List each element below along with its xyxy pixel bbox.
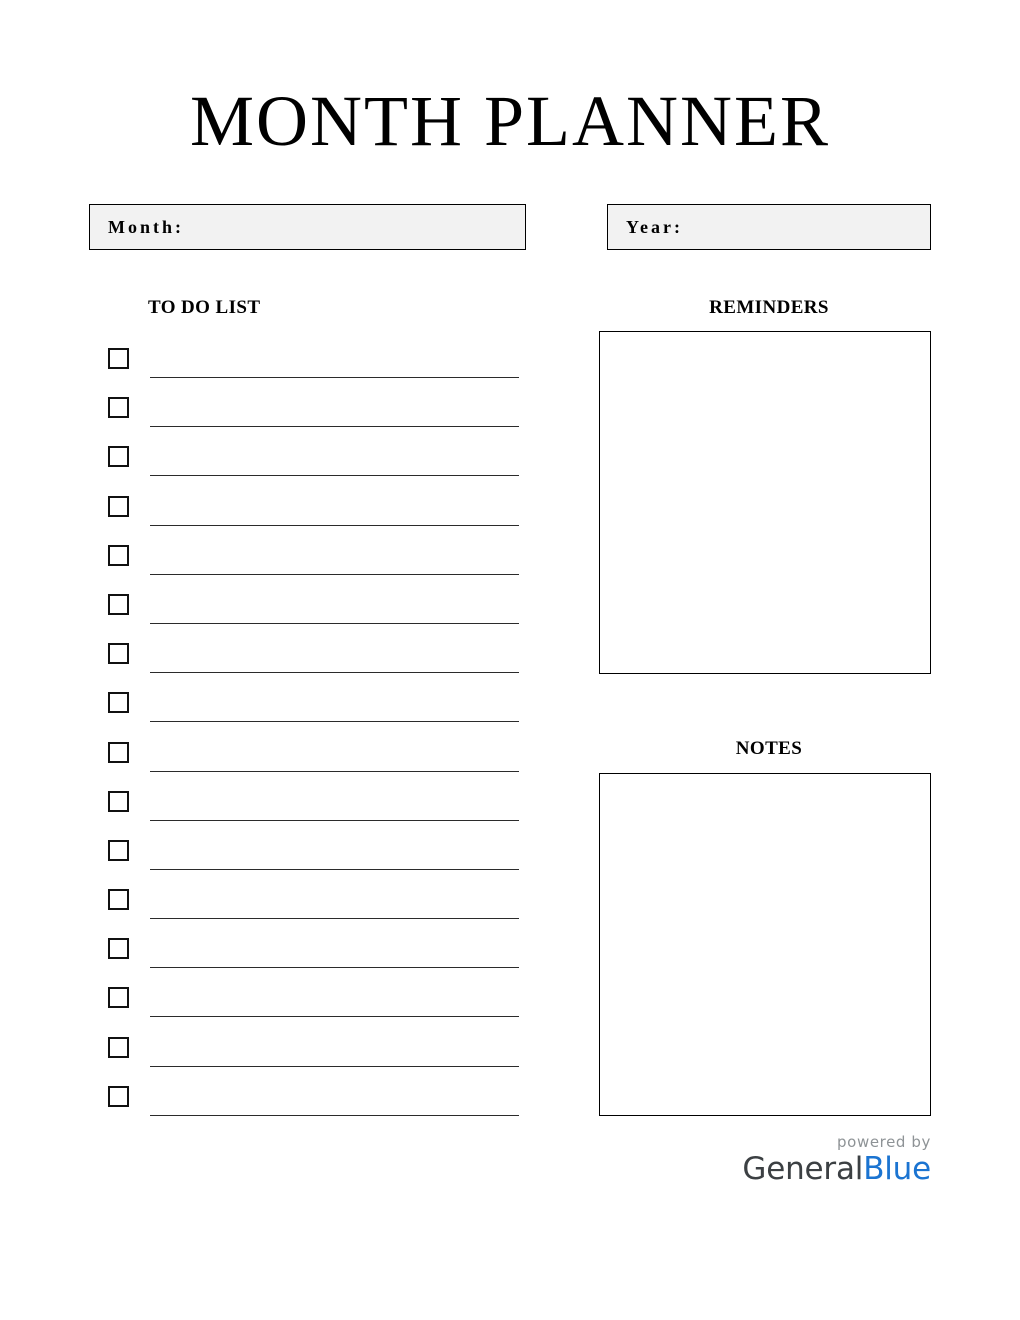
todo-write-line[interactable] (150, 426, 519, 427)
todo-checkbox[interactable] (108, 692, 129, 713)
todo-write-line[interactable] (150, 525, 519, 526)
todo-list-heading: TO DO LIST (148, 297, 261, 318)
todo-row (108, 586, 528, 635)
todo-checkbox[interactable] (108, 643, 129, 664)
todo-checkbox[interactable] (108, 348, 129, 369)
todo-row (108, 635, 528, 684)
todo-checkbox[interactable] (108, 742, 129, 763)
todo-checkbox[interactable] (108, 1037, 129, 1058)
todo-checkbox[interactable] (108, 594, 129, 615)
todo-row (108, 340, 528, 389)
todo-checkbox[interactable] (108, 840, 129, 861)
reminders-heading: REMINDERS (709, 297, 829, 318)
todo-write-line[interactable] (150, 672, 519, 673)
todo-write-line[interactable] (150, 623, 519, 624)
todo-checkbox[interactable] (108, 889, 129, 910)
todo-checkbox[interactable] (108, 987, 129, 1008)
brand-name (631, 1151, 931, 1187)
todo-row (108, 488, 528, 537)
todo-write-line[interactable] (150, 869, 519, 870)
reminders-box[interactable] (599, 331, 931, 674)
year-field[interactable] (607, 204, 931, 250)
todo-row (108, 930, 528, 979)
todo-row (108, 537, 528, 586)
todo-write-line[interactable] (150, 1066, 519, 1067)
todo-write-line[interactable] (150, 771, 519, 772)
todo-checkbox[interactable] (108, 1086, 129, 1107)
page-title: MONTH PLANNER (189, 81, 830, 161)
month-field[interactable] (89, 204, 526, 250)
todo-row (108, 438, 528, 487)
todo-row (108, 979, 528, 1028)
todo-list (108, 340, 528, 1127)
todo-write-line[interactable] (150, 918, 519, 919)
todo-write-line[interactable] (150, 820, 519, 821)
todo-checkbox[interactable] (108, 496, 129, 517)
month-field-label: Month: (108, 216, 184, 237)
todo-row (108, 1078, 528, 1127)
footer-logo (631, 1133, 931, 1187)
todo-row (108, 389, 528, 438)
notes-heading: NOTES (735, 738, 803, 759)
todo-write-line[interactable] (150, 1016, 519, 1017)
powered-by-label: powered by (837, 1133, 931, 1151)
todo-write-line[interactable] (150, 721, 519, 722)
todo-checkbox[interactable] (108, 791, 129, 812)
todo-row (108, 734, 528, 783)
todo-write-line[interactable] (150, 475, 519, 476)
year-field-label: Year: (626, 216, 683, 237)
todo-row (108, 1029, 528, 1078)
todo-checkbox[interactable] (108, 446, 129, 467)
todo-write-line[interactable] (150, 1115, 519, 1116)
notes-box[interactable] (599, 773, 931, 1116)
todo-checkbox[interactable] (108, 938, 129, 959)
todo-row (108, 783, 528, 832)
todo-write-line[interactable] (150, 574, 519, 575)
brand-name-second: Blue (863, 1151, 931, 1187)
todo-checkbox[interactable] (108, 397, 129, 418)
todo-row (108, 881, 528, 930)
brand-name-first: General (742, 1151, 864, 1187)
todo-write-line[interactable] (150, 967, 519, 968)
todo-row (108, 684, 528, 733)
todo-row (108, 832, 528, 881)
todo-write-line[interactable] (150, 377, 519, 378)
todo-checkbox[interactable] (108, 545, 129, 566)
